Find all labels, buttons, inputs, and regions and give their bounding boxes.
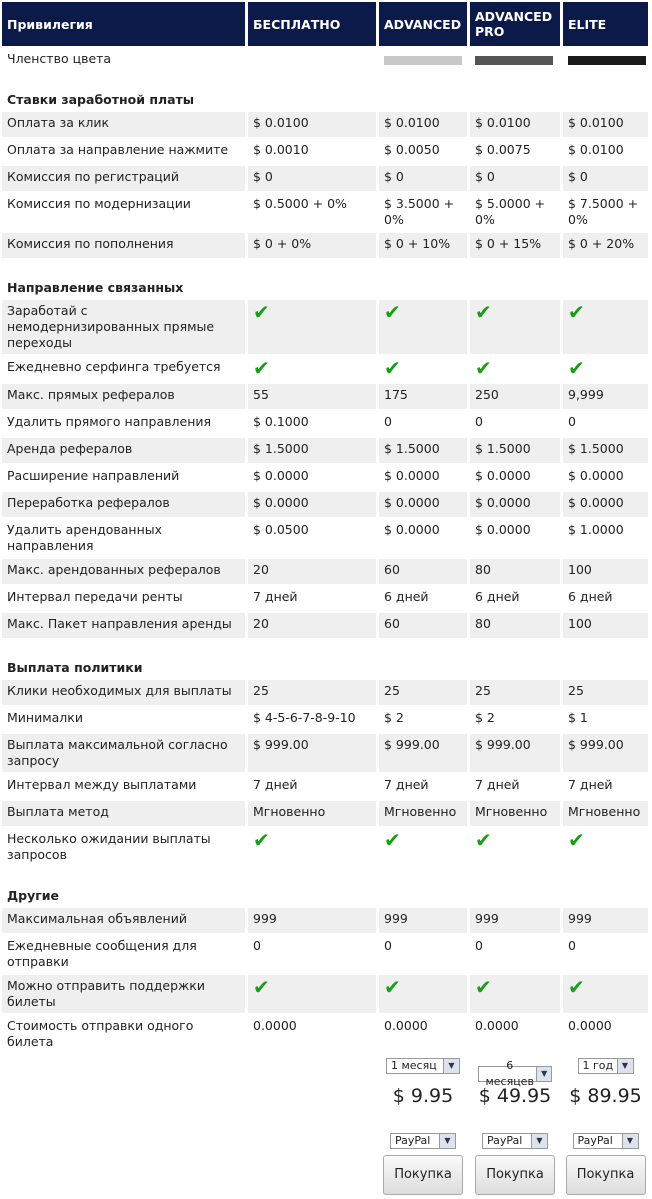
row-label: Макс. арендованных рефералов bbox=[2, 559, 245, 584]
row-label: Клики необходимых для выплаты bbox=[2, 680, 245, 705]
cell-advanced: Мгновенно bbox=[379, 801, 467, 826]
cell-advanced-pro: $ 0.0100 bbox=[470, 112, 560, 137]
payment-select-value: PayPal bbox=[395, 1134, 431, 1147]
section-title-wage: Ставки заработной платы bbox=[2, 72, 648, 110]
check-icon: ✔ bbox=[384, 300, 401, 324]
cell-advanced: $ 3.5000 + 0% bbox=[379, 193, 467, 231]
cell-advanced-pro: $ 0.0075 bbox=[470, 139, 560, 164]
cell-elite: $ 0 + 20% bbox=[563, 233, 648, 258]
cell-advanced-pro: $ 0 bbox=[470, 166, 560, 191]
section-title-other: Другие bbox=[2, 868, 648, 906]
row-label: Несколько ожидании выплаты запросов bbox=[2, 828, 245, 866]
price-advanced: $ 9.95 bbox=[379, 1086, 467, 1118]
row-label: Макс. прямых рефералов bbox=[2, 384, 245, 409]
check-icon: ✔ bbox=[475, 356, 492, 380]
cell-advanced-pro: 0 bbox=[470, 411, 560, 436]
row-label: Комиссия по модернизации bbox=[2, 193, 245, 231]
cell-advanced: $ 2 bbox=[379, 707, 467, 732]
row-label: Интервал передачи ренты bbox=[2, 586, 245, 611]
color-bar-advanced-pro bbox=[475, 56, 553, 65]
price-advanced-pro: $ 49.95 bbox=[470, 1086, 560, 1118]
row-label: Комиссия по регистраций bbox=[2, 166, 245, 191]
cell-advanced-pro: $ 0.0000 bbox=[470, 465, 560, 490]
cell-free: 7 дней bbox=[248, 586, 376, 611]
header-advanced-pro: ADVANCED PRO bbox=[470, 2, 560, 46]
header-advanced: ADVANCED bbox=[379, 2, 467, 46]
cell-elite: 0.0000 bbox=[563, 1015, 648, 1053]
membership-color-row bbox=[2, 48, 648, 70]
row-label: Выплата максимальной согласно запросу bbox=[2, 734, 245, 772]
cell-advanced: $ 999.00 bbox=[379, 734, 467, 772]
header-free: БЕСПЛАТНО bbox=[248, 2, 376, 46]
cell-advanced: 999 bbox=[379, 908, 467, 933]
table-row bbox=[2, 774, 648, 799]
row-label: Оплата за направление нажмите bbox=[2, 139, 245, 164]
row-label: Ежедневные сообщения для отправки bbox=[2, 935, 245, 973]
check-icon: ✔ bbox=[475, 975, 492, 999]
cell-advanced: 6 дней bbox=[379, 586, 467, 611]
cell-advanced-pro: 7 дней bbox=[470, 774, 560, 799]
check-icon: ✔ bbox=[384, 828, 401, 852]
cell-advanced-pro: 25 bbox=[470, 680, 560, 705]
chevron-down-icon: ▼ bbox=[439, 1134, 455, 1148]
table-row bbox=[2, 233, 648, 258]
color-bar-elite bbox=[568, 56, 646, 65]
table-row bbox=[2, 193, 648, 231]
cell-advanced-pro: $ 0.0000 bbox=[470, 492, 560, 517]
header-privileges: Привилегия bbox=[2, 2, 245, 46]
cell-advanced: 175 bbox=[379, 384, 467, 409]
cell-free: 0 bbox=[248, 935, 376, 973]
cell-advanced-pro: 6 дней bbox=[470, 586, 560, 611]
cell-elite: 25 bbox=[563, 680, 648, 705]
row-label: Стоимость отправки одного билета bbox=[2, 1015, 245, 1053]
section-header bbox=[2, 260, 648, 298]
header-elite: ELITE bbox=[563, 2, 648, 46]
cell-advanced: 0 bbox=[379, 411, 467, 436]
cell-advanced-pro: 999 bbox=[470, 908, 560, 933]
cell-advanced: 7 дней bbox=[379, 774, 467, 799]
cell-free: Мгновенно bbox=[248, 801, 376, 826]
table-row bbox=[2, 492, 648, 517]
cell-free: 20 bbox=[248, 559, 376, 584]
table-row bbox=[2, 935, 648, 973]
cell-free: $ 0.0010 bbox=[248, 139, 376, 164]
row-label: Аренда рефералов bbox=[2, 438, 245, 463]
cell-advanced-pro: $ 2 bbox=[470, 707, 560, 732]
chevron-down-icon: ▼ bbox=[536, 1067, 551, 1081]
cell-free: $ 0.0100 bbox=[248, 112, 376, 137]
row-label: Выплата метод bbox=[2, 801, 245, 826]
cell-advanced-pro: 0 bbox=[470, 935, 560, 973]
cell-advanced: 0.0000 bbox=[379, 1015, 467, 1053]
table-row bbox=[2, 707, 648, 732]
cell-free: $ 0.5000 + 0% bbox=[248, 193, 376, 231]
period-select-advanced-pro[interactable] bbox=[478, 1059, 552, 1088]
check-icon: ✔ bbox=[568, 828, 585, 852]
cell-free: $ 0 + 0% bbox=[248, 233, 376, 258]
row-label: Заработай с немодернизированных прямые переходы bbox=[2, 300, 245, 354]
cell-elite: $ 1.5000 bbox=[563, 438, 648, 463]
check-icon: ✔ bbox=[568, 356, 585, 380]
cell-advanced: $ 0 bbox=[379, 166, 467, 191]
payment-select-advanced-pro[interactable] bbox=[482, 1133, 548, 1149]
cell-advanced: $ 0.0000 bbox=[379, 465, 467, 490]
period-select-advanced[interactable] bbox=[386, 1058, 460, 1074]
table-row bbox=[2, 384, 648, 409]
check-icon: ✔ bbox=[568, 300, 585, 324]
section-header bbox=[2, 72, 648, 110]
cell-free: $ 999.00 bbox=[248, 734, 376, 772]
row-label: Удалить прямого направления bbox=[2, 411, 245, 436]
table-row bbox=[2, 586, 648, 611]
purchase-button-elite[interactable]: Покупка bbox=[566, 1155, 646, 1195]
cell-advanced-pro: 80 bbox=[470, 559, 560, 584]
cell-free: 55 bbox=[248, 384, 376, 409]
payment-select-elite[interactable] bbox=[573, 1133, 639, 1149]
purchase-button-advanced[interactable]: Покупка bbox=[383, 1155, 463, 1195]
row-label: Максимальная объявлений bbox=[2, 908, 245, 933]
check-icon: ✔ bbox=[384, 356, 401, 380]
row-label: Удалить арендованных направления bbox=[2, 519, 245, 557]
cell-elite: 0 bbox=[563, 935, 648, 973]
cell-elite: $ 0 bbox=[563, 166, 648, 191]
cell-free: 7 дней bbox=[248, 774, 376, 799]
section-title-referrals: Направление связанных bbox=[2, 260, 648, 298]
cell-elite: 999 bbox=[563, 908, 648, 933]
cell-advanced-pro: 0.0000 bbox=[470, 1015, 560, 1053]
table-header bbox=[2, 2, 648, 46]
table-row bbox=[2, 112, 648, 137]
purchase-button-row bbox=[2, 1153, 648, 1197]
cell-advanced-pro: 80 bbox=[470, 613, 560, 638]
price-row bbox=[2, 1086, 648, 1118]
row-label: Макс. Пакет направления аренды bbox=[2, 613, 245, 638]
cell-advanced: $ 0.0050 bbox=[379, 139, 467, 164]
row-label: Минималки bbox=[2, 707, 245, 732]
payment-select-row bbox=[2, 1120, 648, 1151]
cell-free: $ 0.0000 bbox=[248, 465, 376, 490]
cell-advanced-pro: $ 1.5000 bbox=[470, 438, 560, 463]
cell-free: 999 bbox=[248, 908, 376, 933]
cell-advanced-pro: Мгновенно bbox=[470, 801, 560, 826]
table-row bbox=[2, 734, 648, 772]
cell-advanced: 60 bbox=[379, 613, 467, 638]
cell-elite: 0 bbox=[563, 411, 648, 436]
payment-select-advanced[interactable] bbox=[390, 1133, 456, 1149]
cell-elite: $ 999.00 bbox=[563, 734, 648, 772]
section-header bbox=[2, 868, 648, 906]
row-label: Можно отправить поддержки билеты bbox=[2, 975, 245, 1013]
table-row bbox=[2, 356, 648, 382]
cell-advanced: $ 0.0000 bbox=[379, 492, 467, 517]
table-row bbox=[2, 139, 648, 164]
cell-elite: $ 0.0100 bbox=[563, 112, 648, 137]
table-row bbox=[2, 680, 648, 705]
cell-elite: 100 bbox=[563, 559, 648, 584]
chevron-down-icon: ▼ bbox=[531, 1134, 547, 1148]
check-icon: ✔ bbox=[253, 300, 270, 324]
row-label: Ежедневно серфинга требуется bbox=[2, 356, 245, 382]
table-row bbox=[2, 975, 648, 1013]
cell-elite: $ 7.5000 + 0% bbox=[563, 193, 648, 231]
cell-free: $ 0.1000 bbox=[248, 411, 376, 436]
period-select-value: 1 год bbox=[582, 1059, 614, 1072]
row-label: Интервал между выплатами bbox=[2, 774, 245, 799]
cell-elite: Мгновенно bbox=[563, 801, 648, 826]
cell-advanced: 0 bbox=[379, 935, 467, 973]
period-select-row bbox=[2, 1055, 648, 1084]
check-icon: ✔ bbox=[568, 975, 585, 999]
row-label: Оплата за клик bbox=[2, 112, 245, 137]
period-select-elite[interactable] bbox=[578, 1058, 634, 1074]
cell-advanced: $ 0.0100 bbox=[379, 112, 467, 137]
cell-elite: $ 0.0000 bbox=[563, 492, 648, 517]
table-row bbox=[2, 1015, 648, 1053]
cell-elite: $ 0.0100 bbox=[563, 139, 648, 164]
cell-advanced-pro: $ 0.0000 bbox=[470, 519, 560, 557]
table-row bbox=[2, 559, 648, 584]
chevron-down-icon: ▼ bbox=[622, 1134, 638, 1148]
section-title-payout: Выплата политики bbox=[2, 640, 648, 678]
row-label: Членство цвета bbox=[2, 48, 245, 70]
table-row bbox=[2, 801, 648, 826]
cell-free: $ 0.0000 bbox=[248, 492, 376, 517]
cell-advanced: 60 bbox=[379, 559, 467, 584]
check-icon: ✔ bbox=[475, 300, 492, 324]
payment-select-value: PayPal bbox=[487, 1134, 523, 1147]
cell-advanced-pro: $ 5.0000 + 0% bbox=[470, 193, 560, 231]
cell-free: $ 0 bbox=[248, 166, 376, 191]
cell-advanced-pro: 250 bbox=[470, 384, 560, 409]
table-row bbox=[2, 411, 648, 436]
table-row bbox=[2, 613, 648, 638]
cell-advanced: $ 0.0000 bbox=[379, 519, 467, 557]
table-row bbox=[2, 908, 648, 933]
cell-free: 20 bbox=[248, 613, 376, 638]
cell-free: $ 0.0500 bbox=[248, 519, 376, 557]
table-row bbox=[2, 465, 648, 490]
table-row bbox=[2, 166, 648, 191]
cell-advanced-pro: $ 0 + 15% bbox=[470, 233, 560, 258]
check-icon: ✔ bbox=[384, 975, 401, 999]
check-icon: ✔ bbox=[253, 828, 270, 852]
table-row bbox=[2, 519, 648, 557]
cell-free: 0.0000 bbox=[248, 1015, 376, 1053]
table-row bbox=[2, 828, 648, 866]
color-bar-advanced bbox=[384, 56, 462, 65]
chevron-down-icon: ▼ bbox=[443, 1059, 459, 1073]
cell-free: 25 bbox=[248, 680, 376, 705]
cell-free: $ 4-5-6-7-8-9-10 bbox=[248, 707, 376, 732]
check-icon: ✔ bbox=[253, 356, 270, 380]
purchase-button-advanced-pro[interactable]: Покупка bbox=[475, 1155, 555, 1195]
cell-advanced: 25 bbox=[379, 680, 467, 705]
period-select-value: 1 месяц bbox=[391, 1059, 437, 1072]
check-icon: ✔ bbox=[253, 975, 270, 999]
cell-elite: $ 1 bbox=[563, 707, 648, 732]
period-select-value: 6 месяцев bbox=[485, 1059, 534, 1088]
cell-advanced-pro: $ 999.00 bbox=[470, 734, 560, 772]
cell-elite: 100 bbox=[563, 613, 648, 638]
cell-elite: $ 0.0000 bbox=[563, 465, 648, 490]
cell-free: $ 1.5000 bbox=[248, 438, 376, 463]
cell-elite: $ 1.0000 bbox=[563, 519, 648, 557]
cell-advanced: $ 1.5000 bbox=[379, 438, 467, 463]
cell-elite: 7 дней bbox=[563, 774, 648, 799]
table-row bbox=[2, 300, 648, 354]
row-label: Комиссия по пополнения bbox=[2, 233, 245, 258]
price-elite: $ 89.95 bbox=[563, 1086, 648, 1118]
cell-advanced: $ 0 + 10% bbox=[379, 233, 467, 258]
row-label: Переработка рефералов bbox=[2, 492, 245, 517]
section-header bbox=[2, 640, 648, 678]
cell-elite: 9,999 bbox=[563, 384, 648, 409]
row-label: Расширение направлений bbox=[2, 465, 245, 490]
table-row bbox=[2, 438, 648, 463]
chevron-down-icon: ▼ bbox=[617, 1059, 633, 1073]
payment-select-value: PayPal bbox=[577, 1134, 613, 1147]
check-icon: ✔ bbox=[475, 828, 492, 852]
cell-elite: 6 дней bbox=[563, 586, 648, 611]
